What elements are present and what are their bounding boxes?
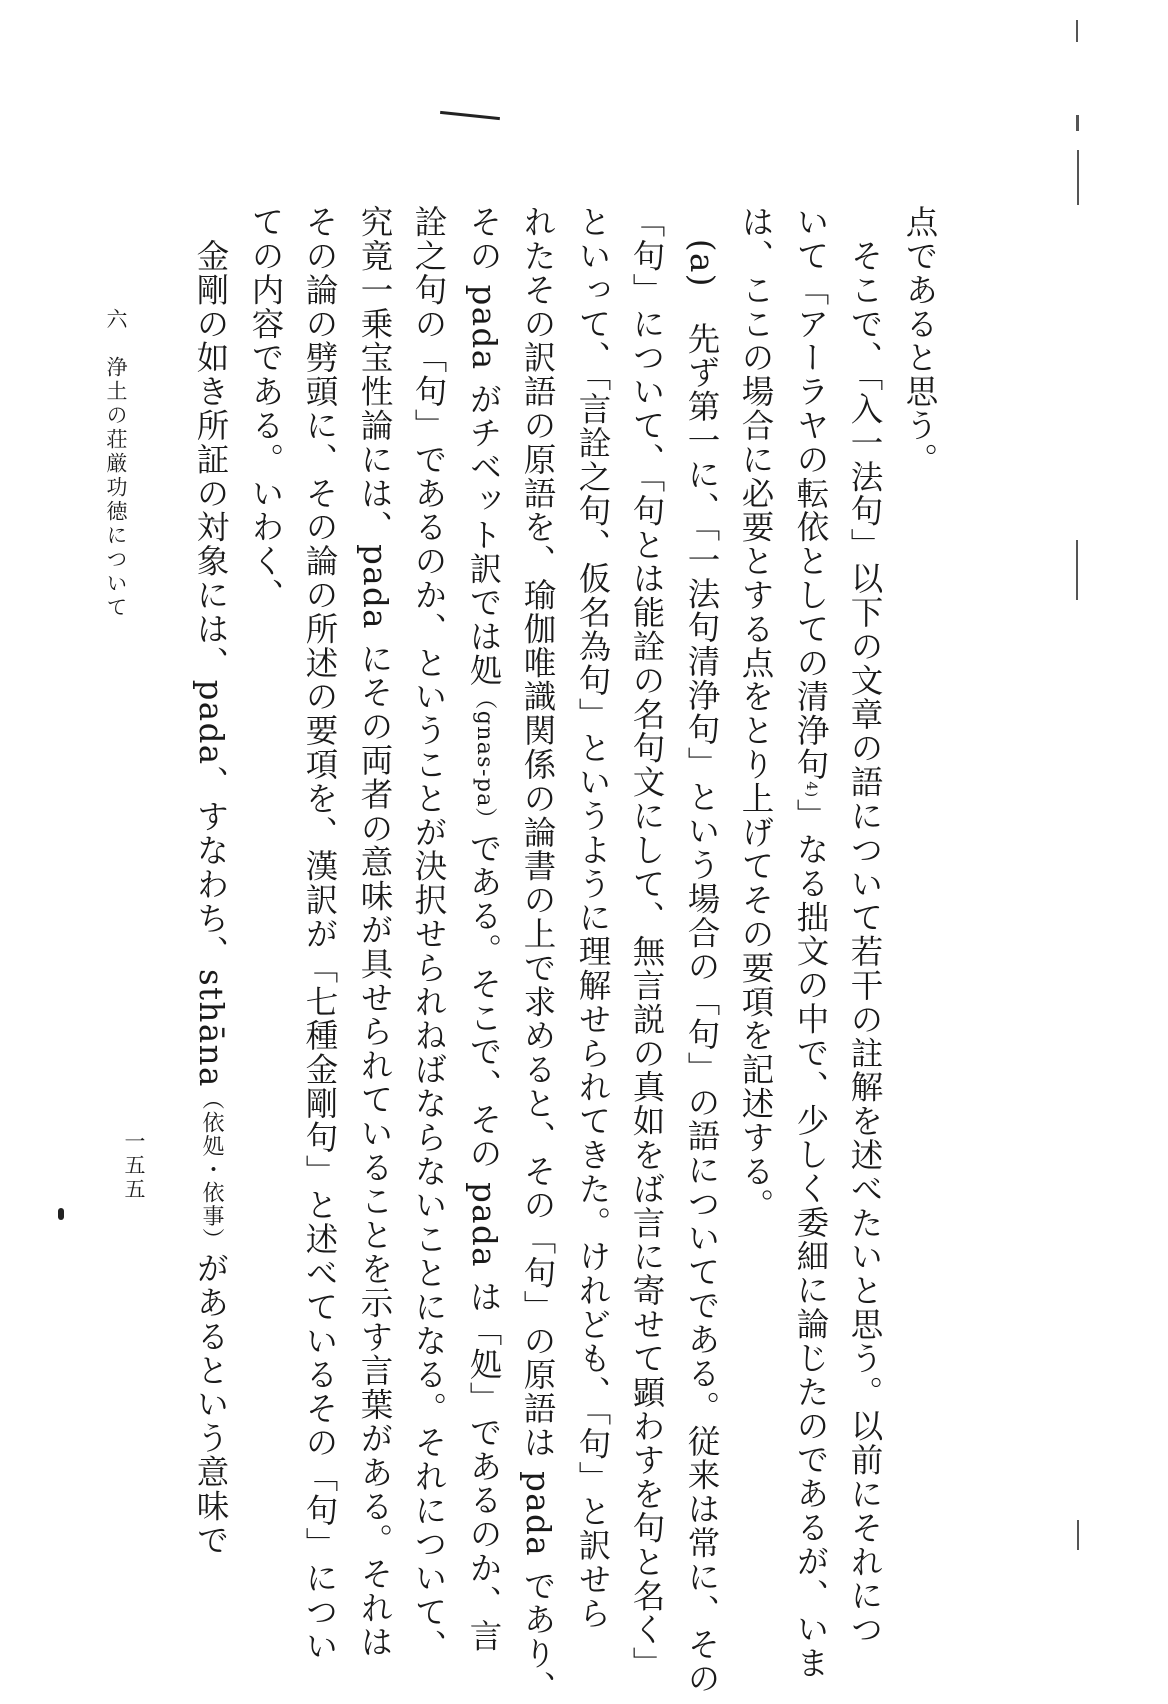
text-column: 究竟一乗宝性論には、pada にその両者の意味が具せられていることを示す言葉がある。それは: [356, 205, 394, 1659]
text-column: そこで、「入一法句」以下の文章の語について若干の註解を述べたいと思う。以前にそれにつ: [846, 205, 884, 1647]
scan-dot: [58, 1208, 64, 1220]
scan-edge-mark: [1076, 115, 1079, 131]
text-column: は、ここの場合に必要とする点をとり上げてその要項を記述する。: [737, 205, 775, 1222]
scan-edge-mark: [1077, 1520, 1079, 1550]
text-column: れたその訳語の原語を、瑜伽唯識関係の論書の上で求めると、その「句」の原語は pada であり、: [519, 205, 557, 1704]
running-footer: 六 浄土の荘厳功徳について: [104, 308, 128, 620]
text-column: その論の劈頭に、その論の所述の要項を、漢訳が「七種金剛句」と述べているその「句」につい: [301, 205, 339, 1663]
text-column: 「句」について、「句とは能詮の名句文にして、無言説の真如をば言に寄せて顕わすを句と名く」: [628, 205, 666, 1681]
text-column: いて「アーラヤの転依としての清浄句4)」なる拙文の中で、少しく委細に論じたのであるが、いま: [792, 205, 830, 1680]
footnote-ref: 4): [803, 781, 819, 799]
text-column: (a) 先ず第一に、「一法句清浄句」という場合の「句」の語についてである。従来は常に、その: [683, 205, 721, 1696]
page-number: 一五五: [122, 1130, 146, 1202]
scan-edge-mark: [1076, 20, 1078, 42]
text-column: 詮之句の「句」であるのか、ということが決択せられねばならないことになる。それについて、: [410, 205, 448, 1663]
text-column: ての内容である。いわく、: [247, 205, 285, 612]
text-column: といって、「言詮之句、仮名為句」というように理解せられてきた。けれども、「句」と訳せら: [574, 205, 612, 1631]
text-column: 金剛の如き所証の対象には、pada、すなわち、sthāna（依処・依事）があるという意味で: [192, 205, 230, 1557]
scan-edge-mark: [1077, 150, 1079, 205]
scan-edge-mark: [1076, 540, 1078, 600]
pencil-mark: [440, 111, 500, 120]
text-column: その pada がチベット訳では処（gnas-pa）である。そこで、その pada は「処」であるのか、言: [465, 205, 503, 1653]
text-column: 点であると思う。: [901, 205, 939, 477]
